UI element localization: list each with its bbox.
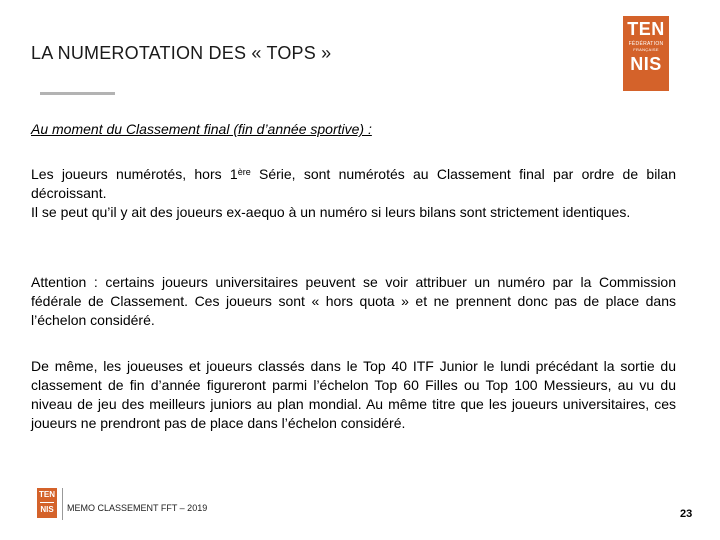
footer-divider [62, 488, 63, 520]
logo-francaise-text: FRANÇAISE [633, 47, 659, 52]
footer-logo-bottom: NIS [40, 505, 54, 514]
page-title: LA NUMEROTATION DES « TOPS » [31, 43, 332, 63]
paragraph-numbering [31, 165, 676, 222]
footer-text: MEMO CLASSEMENT FFT – 2019 [67, 503, 208, 513]
footer-logo-divider [40, 502, 54, 503]
paragraph-1a: Les joueurs numérotés, hors 1 [31, 166, 238, 182]
paragraph-1c: Il se peut qu’il y ait des joueurs ex-aequo à un numéro si leurs bilans sont strictement identiques. [31, 204, 631, 220]
logo-top-text: TEN [627, 19, 665, 39]
section-subtitle: Au moment du Classement final (fin d’année sportive) : [31, 121, 372, 137]
title-underline [40, 92, 115, 95]
page-number: 23 [680, 508, 693, 520]
logo-bottom-text: NIS [630, 54, 662, 74]
paragraph-1-superscript: ère [237, 167, 251, 177]
logo-federation-text: FÉDÉRATION [628, 41, 664, 47]
footer-logo [37, 488, 57, 518]
paragraph-attention: Attention : certains joueurs universitaires peuvent se voir attribuer un numéro par la Commission fédérale de Classement. Ces joueurs sont « hors quota » et ne prennent donc pas de place dans l’échelon considéré. [31, 274, 676, 328]
paragraph-itf-junior: De même, les joueuses et joueurs classés dans le Top 40 ITF Junior le lundi précédant la sortie du classement de fin d’année figureront parmi l’échelon Top 60 Filles ou Top 100 Messieurs, au vu du niveau de jeu des meilleurs juniors au plan mondial. Au même titre que les joueurs universitaires, ces joueurs ne prendront pas de place dans l’échelon considéré. [31, 358, 676, 431]
fft-tennis-logo [623, 16, 669, 91]
footer-logo-top: TEN [39, 490, 55, 499]
paragraph-1b: Série, sont numérotés au Classement final par ordre de bilan décroissant. [31, 166, 676, 201]
